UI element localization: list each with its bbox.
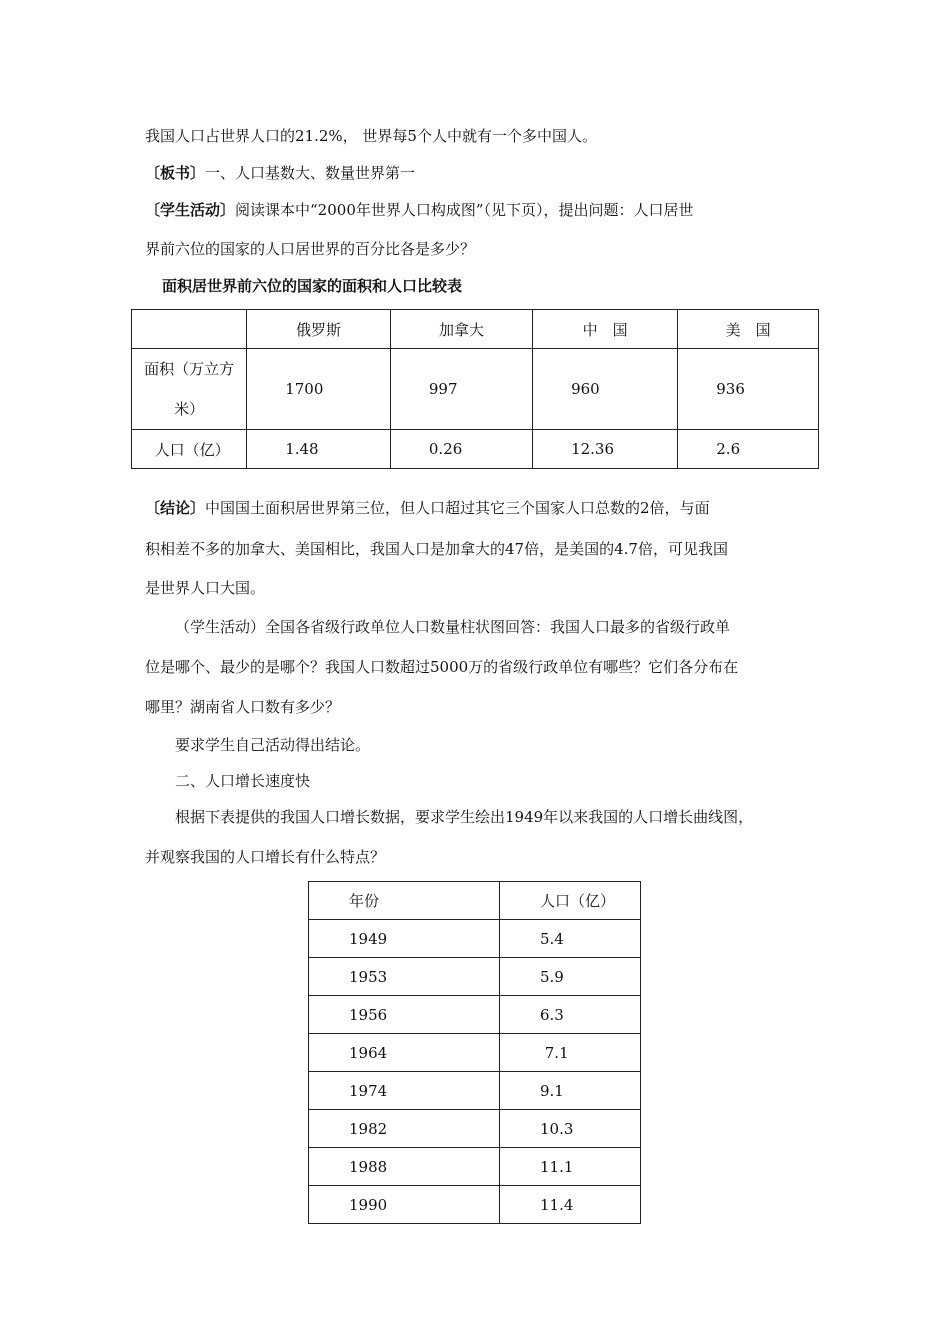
table1-title: 面积居世界前六位的国家的面积和人口比较表: [162, 277, 463, 295]
paragraph-require: 要求学生自己活动得出结论。: [175, 736, 371, 754]
conclusion-tag: 〔结论〕: [145, 499, 206, 517]
row-label-population: 人口（亿）: [132, 430, 247, 469]
paragraph-conclusion-cont1: 积相差不多的加拿大、美国相比，我国人口是加拿大的47倍，是美国的4.7倍，可见我国: [145, 540, 728, 558]
table-row: [309, 996, 641, 1034]
board-text: 一、人口基数大、数量世界第一: [205, 164, 416, 182]
table-header-cell: 人口（亿）: [500, 882, 641, 920]
table-cell: 1.48: [247, 430, 391, 469]
table-row: [309, 1148, 641, 1186]
table-header-cell: 俄罗斯: [247, 310, 391, 349]
paragraph-conclusion: [145, 498, 710, 518]
paragraph-province-cont1: 位是哪个、最少的是哪个？我国人口数超过5000万的省级行政单位有哪些？它们各分布在: [145, 658, 739, 676]
table-cell: 1949: [309, 920, 500, 958]
paragraph-board: [145, 163, 415, 183]
table-row: [309, 920, 641, 958]
table-cell: 10.3: [500, 1110, 641, 1148]
table-cell: 11.1: [500, 1148, 641, 1186]
table-header-cell: 年份: [309, 882, 500, 920]
table-cell: 997: [390, 349, 532, 430]
table-cell: 12.36: [533, 430, 678, 469]
paragraph-activity-cont: 界前六位的国家的人口居世界的百分比各是多少？: [145, 240, 476, 258]
table-row: [132, 349, 819, 430]
table-row: [309, 1072, 641, 1110]
table-cell: 1988: [309, 1148, 500, 1186]
table-cell: 11.4: [500, 1186, 641, 1224]
table-header-cell: 中 国: [533, 310, 678, 349]
paragraph-province-activity: （学生活动）全国各省级行政单位人口数量柱状图回答：我国人口最多的省级行政单: [175, 618, 731, 636]
table-row: [309, 1110, 641, 1148]
board-tag: 〔板书〕: [145, 164, 206, 182]
table-cell: 6.3: [500, 996, 641, 1034]
table-header-cell: [132, 310, 247, 349]
table-cell: 5.9: [500, 958, 641, 996]
paragraph-activity: [145, 200, 694, 220]
population-growth-table: [308, 881, 641, 1224]
table-cell: 1700: [247, 349, 391, 430]
table-cell: 1974: [309, 1072, 500, 1110]
table-cell: 960: [533, 349, 678, 430]
table-cell: 1990: [309, 1186, 500, 1224]
table-header-row: [132, 310, 819, 349]
table-cell: 7.1: [500, 1034, 641, 1072]
table-cell: 0.26: [390, 430, 532, 469]
table-cell: 9.1: [500, 1072, 641, 1110]
paragraph-growth: 根据下表提供的我国人口增长数据，要求学生绘出1949年以来我国的人口增长曲线图，: [175, 808, 754, 826]
section-heading: 二、人口增长速度快: [175, 772, 311, 790]
table-cell: 1964: [309, 1034, 500, 1072]
table-header-cell: 美 国: [678, 310, 819, 349]
table-header-cell: 加拿大: [390, 310, 532, 349]
country-comparison-table: [131, 309, 819, 469]
table-cell: 2.6: [678, 430, 819, 469]
table-cell: 1953: [309, 958, 500, 996]
table-cell: 1982: [309, 1110, 500, 1148]
table-row: [132, 430, 819, 469]
table-row: [309, 958, 641, 996]
table-row: [309, 1186, 641, 1224]
table-cell: 1956: [309, 996, 500, 1034]
row-label-area: 面积（万立方米）: [132, 349, 247, 430]
activity-tag: 〔学生活动〕: [145, 201, 236, 219]
table-row: [309, 1034, 641, 1072]
paragraph-province-cont2: 哪里？湖南省人口数有多少？: [145, 698, 341, 716]
table-cell: 5.4: [500, 920, 641, 958]
activity-text: 阅读课本中“2000年世界人口构成图”（见下页），提出问题：人口居世: [235, 201, 694, 219]
conclusion-text: 中国国土面积居世界第三位，但人口超过其它三个国家人口总数的2倍，与面: [205, 499, 710, 517]
paragraph-growth-cont: 并观察我国的人口增长有什么特点？: [145, 848, 386, 866]
table-cell: 936: [678, 349, 819, 430]
paragraph-conclusion-cont2: 是世界人口大国。: [145, 579, 266, 597]
paragraph-share: 我国人口占世界人口的21.2%， 世界每5个人中就有一个多中国人。: [145, 127, 597, 145]
table-header-row: [309, 882, 641, 920]
